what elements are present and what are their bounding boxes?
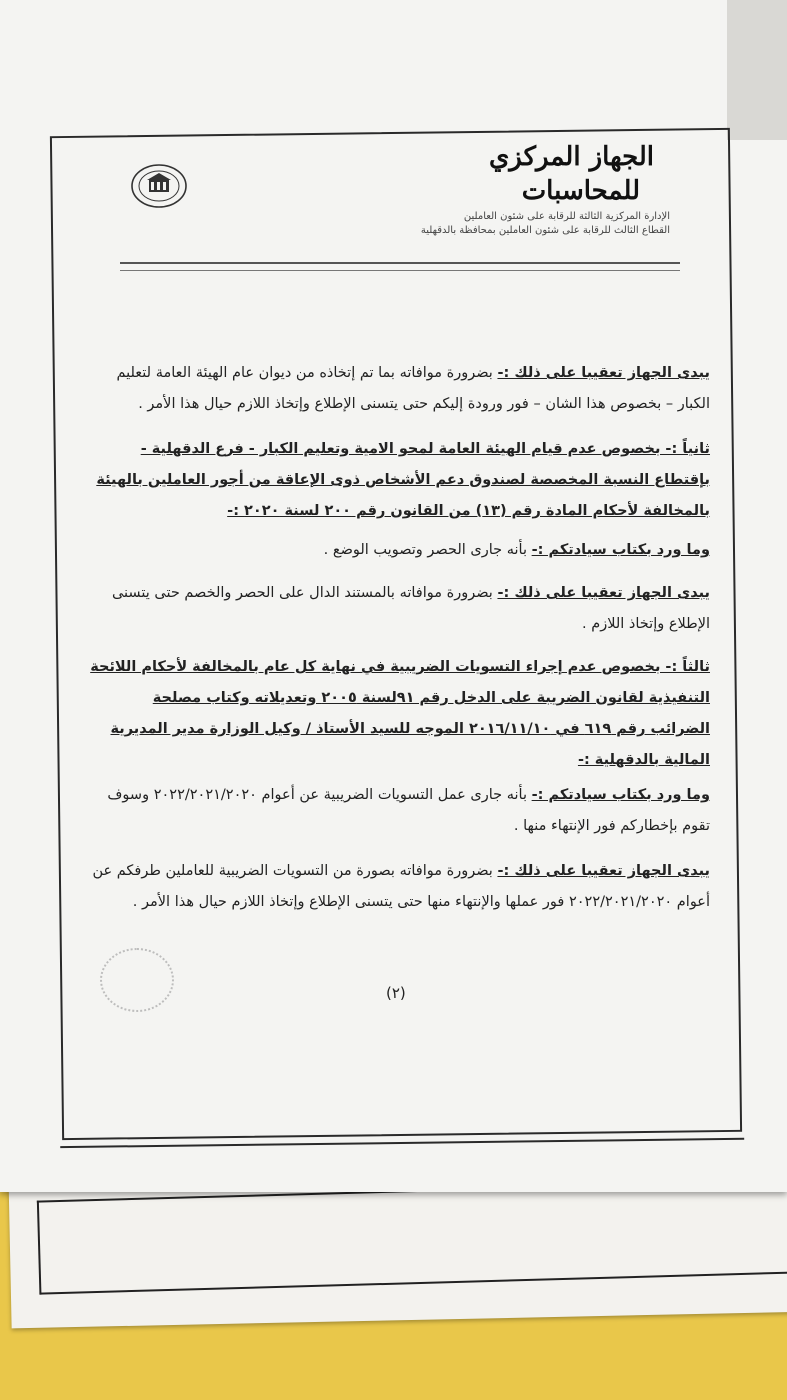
page-number: (٢): [386, 984, 406, 1002]
org-subtitle-line1: الإدارة المركزية الثالثة للرقابة على شئون العاملين: [463, 211, 670, 222]
paragraph-1-text: بضرورة موافاته بما تم إتخاذه من ديوان عام الهيئة العامة لتعليم الكبار – بخصوص هذا الشان – فور ورودة إليكم حتى يتسنى الإطلاع وإتخاذ اللازم حيال هذا الأمر .: [116, 365, 710, 412]
paragraph-1-lead: يبدى الجهاز تعقيبا على ذلك :-: [497, 365, 710, 381]
org-name-line1: الجهاز المركزي: [488, 142, 654, 172]
faded-stamp: [100, 948, 174, 1012]
org-name-line2: للمحاسبات: [521, 176, 640, 206]
document-content: [90, 140, 710, 918]
paragraph-4-text: بضرورة موافاته بالمستند الدال على الحصر والخصم حتى يتسنى الإطلاع وإتخاذ اللازم .: [111, 585, 710, 632]
paragraph-6-text: بأنه جارى عمل التسويات الضريبية عن أعوام ٢٠٢٢/٢٠٢١/٢٠٢٠ وسوف تقوم بإخطاركم فور الإنتهاء منها .: [107, 787, 710, 834]
paragraph-6-lead: وما ورد بكتاب سيادتكم :-: [531, 787, 710, 803]
paragraph-7: [90, 856, 710, 918]
paragraph-3-text: بأنه جارى الحصر وتصويب الوضع .: [323, 542, 532, 558]
section-two-heading: ثانياً :- بخصوص عدم قيام الهيئة العامة لمحو الامية وتعليم الكبار - فرع الدقهلية - بإقتطاع النسبة المخصصة لصندوق دعم الأشخاص ذوى الإعاقة من أجور العاملين بالهيئة بالمخالفة لأحكام المادة رقم (١٣) من القانون رقم ٢٠٠ لسنة ٢٠٢٠ :-: [96, 441, 710, 519]
paragraph-3: [90, 535, 710, 566]
paragraph-6: [90, 780, 710, 842]
paragraph-7-lead: يبدى الجهاز تعقيبا على ذلك :-: [497, 863, 710, 879]
paragraph-4: [90, 578, 710, 640]
org-subtitle: [90, 210, 670, 238]
paragraph-1: [90, 358, 710, 420]
seal-icon: [130, 162, 188, 210]
paragraph-7-text: بضرورة موافاته بصورة من التسويات الضريبية للعاملين طرفكم عن أعوام ٢٠٢٢/٢٠٢١/٢٠٢٠ فور عملها والإنتهاء منها حتى يتسنى الإطلاع وإتخاذ اللازم حيال هذا الأمر .: [92, 863, 710, 910]
section-three-heading: ثالثاً :- بخصوص عدم إجراء التسويات الضريبية في نهاية كل عام بالمخالفة لأحكام اللائحة التنفيذية لقانون الضريبة على الدخل رقم ٩١لسنة ٢٠٠٥ وتعديلاته وكتاب مصلحة الضرائب رقم ٦١٩ في ٢٠١٦/١١/١٠ الموجه للسيد الأستاذ / وكيل الوزارة مدير المديرية المالية بالدقهلية :-: [90, 659, 710, 768]
page-corner-shadow: [727, 0, 787, 140]
paragraph-4-lead: يبدى الجهاز تعقيبا على ذلك :-: [497, 585, 710, 601]
paragraph-3-lead: وما ورد بكتاب سيادتكم :-: [531, 542, 710, 558]
org-subtitle-line2: القطاع الثالث للرقابة على شئون العاملين بمحافظة بالدقهلية: [420, 225, 670, 236]
header-divider: [120, 262, 680, 271]
